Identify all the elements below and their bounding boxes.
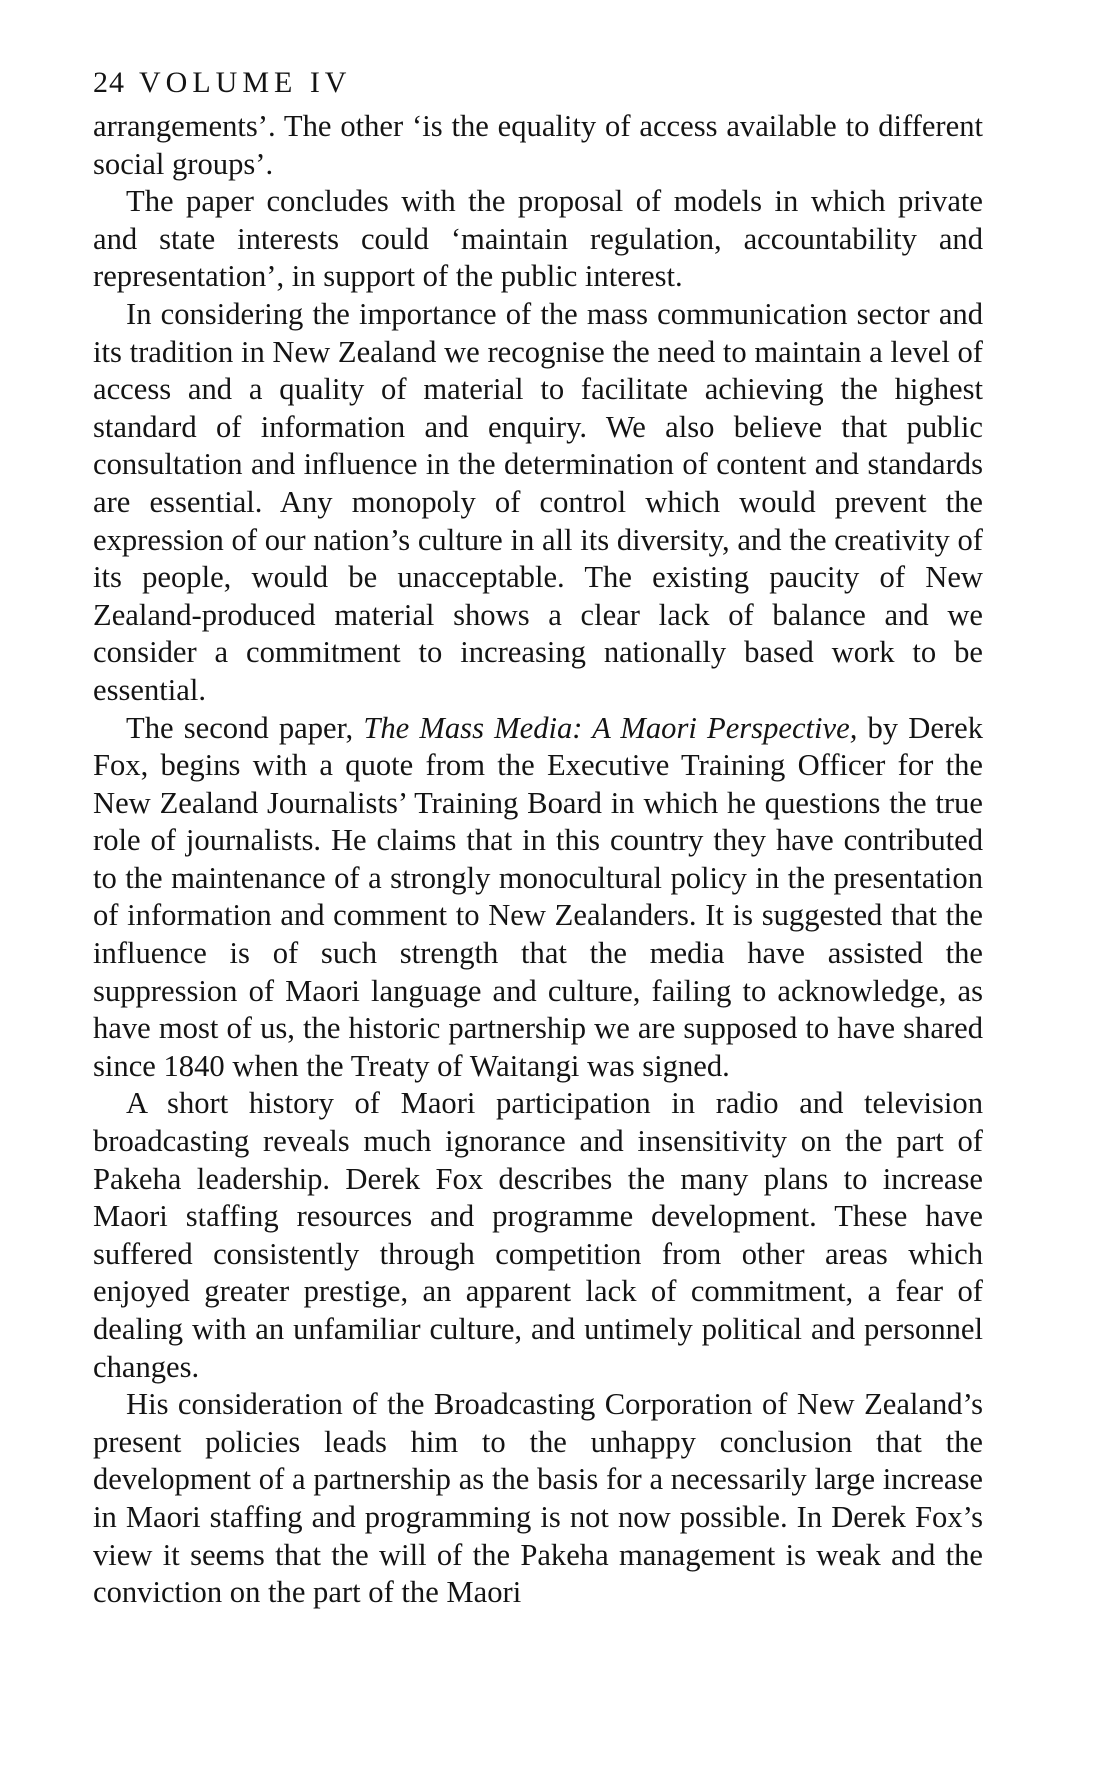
paragraph-second-paper xyxy=(93,710,983,1086)
page-number: 24 xyxy=(93,66,125,99)
document-page xyxy=(93,64,983,1612)
second-paper-title: The Mass Media: A Maori Perspective, xyxy=(363,710,858,745)
second-paper-body: by Derek Fox, begins with a quote from the Executive Training Officer for the New Zealand Journalists’ Training Board in which he questions the true role of journalists. He claims that in this country they have contributed to the maintenance of a strongly monocultural policy in the presentation of information and comment to New Zealanders. It is suggested that the influence is of such strength that the media have assisted the suppression of Maori language and culture, failing to acknowledge, as have most of us, the historic partnership we are supposed to have shared since 1840 when the Treaty of Waitangi was signed. xyxy=(93,710,983,1083)
running-title: VOLUME IV xyxy=(139,66,352,99)
paragraph-maori-participation: A short history of Maori participation in radio and television broadcasting reveals much ignorance and insensitivity on the part of Pakeha leadership. Derek Fox describes the many plans to increase Maori staffing resources and programme development. These have suffered consistently through competition from other areas which enjoyed greater prestige, an apparent lack of commitment, a fear of dealing with an unfamiliar culture, and untimely political and personnel changes. xyxy=(93,1086,983,1384)
running-header xyxy=(93,64,983,108)
paragraph-broadcasting-corporation: His consideration of the Broadcasting Corporation of New Zealand’s present policies leads him to the unhappy conclusion that the development of a partnership as the basis for a necessarily large increase in Maori staffing and programming is not now possible. In Derek Fox’s view it seems that the will of the Pakeha management is weak and the conviction on the part of the Maori xyxy=(93,1387,983,1610)
paragraph-mass-communication: In considering the importance of the mass communication sector and its tradition in New Zealand we recognise the need to maintain a level of access and a quality of material to facilitate achieving the highest standard of information and enquiry. We also believe that public consultation and influence in the determination of content and standards are essential. Any monopoly of control which would prevent the expression of our nation’s culture in all its diversity, and the creativity of its people, would be unacceptable. The existing paucity of New Zealand-produced material shows a clear lack of balance and we consider a commitment to increasing nationally based work to be essential. xyxy=(93,296,983,707)
paragraph-continuation: arrangements’. The other ‘is the equality of access available to different social groups’. xyxy=(93,109,983,181)
second-paper-intro: The second paper, xyxy=(126,710,364,745)
paragraph-paper-conclusion: The paper concludes with the proposal of models in which private and state interests could ‘maintain regulation, accountability and representation’, in support of the public interest. xyxy=(93,184,983,294)
